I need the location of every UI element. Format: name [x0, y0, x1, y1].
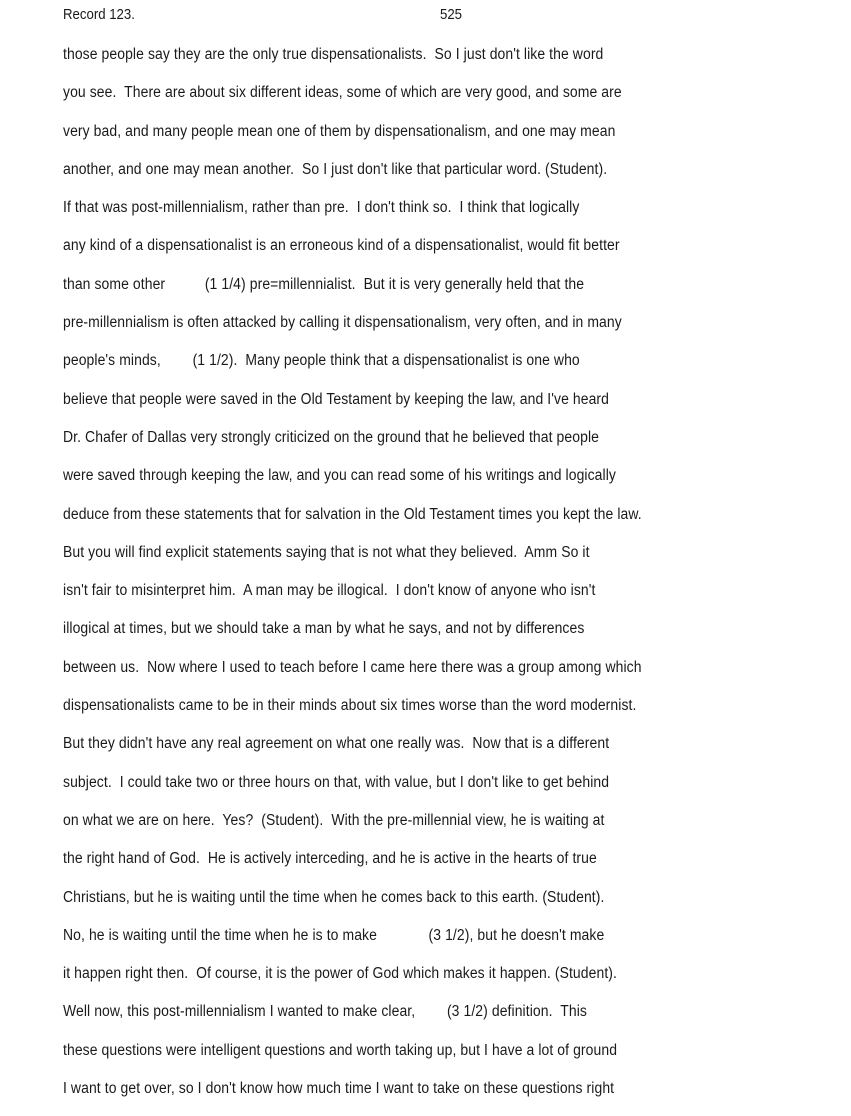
text-line: I want to get over, so I don't know how much time I want to take on these questions right: [63, 1080, 615, 1098]
document-body: [63, 44, 843, 1116]
text-line: dispensationalists came to be in their minds about six times worse than the word modernist.: [63, 697, 637, 715]
text-line: very bad, and many people mean one of them by dispensationalism, and one may mean: [63, 122, 616, 140]
text-line: isn't fair to misinterpret him. A man may be illogical. I don't know of anyone who isn't: [63, 582, 596, 600]
text-line: Dr. Chafer of Dallas very strongly criticized on the ground that he believed that people: [63, 428, 599, 446]
text-line: you see. There are about six different ideas, some of which are very good, and some are: [63, 84, 622, 102]
text-line: people's minds, (1 1/2). Many people think that a dispensationalist is one who: [63, 352, 580, 370]
text-line: these questions were intelligent questions and worth taking up, but I have a lot of ground: [63, 1041, 618, 1059]
record-label: Record 123.: [63, 6, 135, 23]
text-line: If that was post-millennialism, rather than pre. I don't think so. I think that logically: [63, 199, 580, 217]
text-line: any kind of a dispensationalist is an erroneous kind of a dispensationalist, would fit better: [63, 237, 620, 255]
text-line: were saved through keeping the law, and you can read some of his writings and logically: [63, 467, 616, 485]
text-line: Well now, this post-millennialism I wanted to make clear, (3 1/2) definition. This: [63, 1003, 587, 1021]
text-line: deduce from these statements that for salvation in the Old Testament times you kept the law.: [63, 505, 642, 523]
text-line: But they didn't have any real agreement on what one really was. Now that is a different: [63, 735, 610, 753]
text-line: But you will find explicit statements saying that is not what they believed. Amm So it: [63, 543, 590, 561]
text-line: believe that people were saved in the Old Testament by keeping the law, and I've heard: [63, 390, 610, 408]
text-line: No, he is waiting until the time when he is to make (3 1/2), but he doesn't make: [63, 926, 605, 944]
text-line: than some other (1 1/4) pre=millennialist. But it is very generally held that the: [63, 275, 585, 293]
text-line: it happen right then. Of course, it is the power of God which makes it happen. (Student).: [63, 965, 618, 983]
text-line: pre-millennialism is often attacked by calling it dispensationalism, very often, and in many: [63, 314, 622, 332]
text-line: between us. Now where I used to teach before I came here there was a group among which: [63, 658, 642, 676]
text-line: on what we are on here. Yes? (Student). With the pre-millennial view, he is waiting at: [63, 811, 605, 829]
text-line: those people say they are the only true dispensationalists. So I just don't like the word: [63, 46, 604, 63]
text-line: another, and one may mean another. So I just don't like that particular word. (Student).: [63, 160, 608, 178]
text-line: illogical at times, but we should take a man by what he says, and not by differences: [63, 620, 585, 638]
page-number: 525: [440, 6, 463, 23]
text-line: the right hand of God. He is actively interceding, and he is active in the hearts of true: [63, 850, 597, 868]
text-line: Christians, but he is waiting until the time when he comes back to this earth. (Student).: [63, 888, 605, 906]
text-line: subject. I could take two or three hours on that, with value, but I don't like to get behind: [63, 773, 610, 791]
